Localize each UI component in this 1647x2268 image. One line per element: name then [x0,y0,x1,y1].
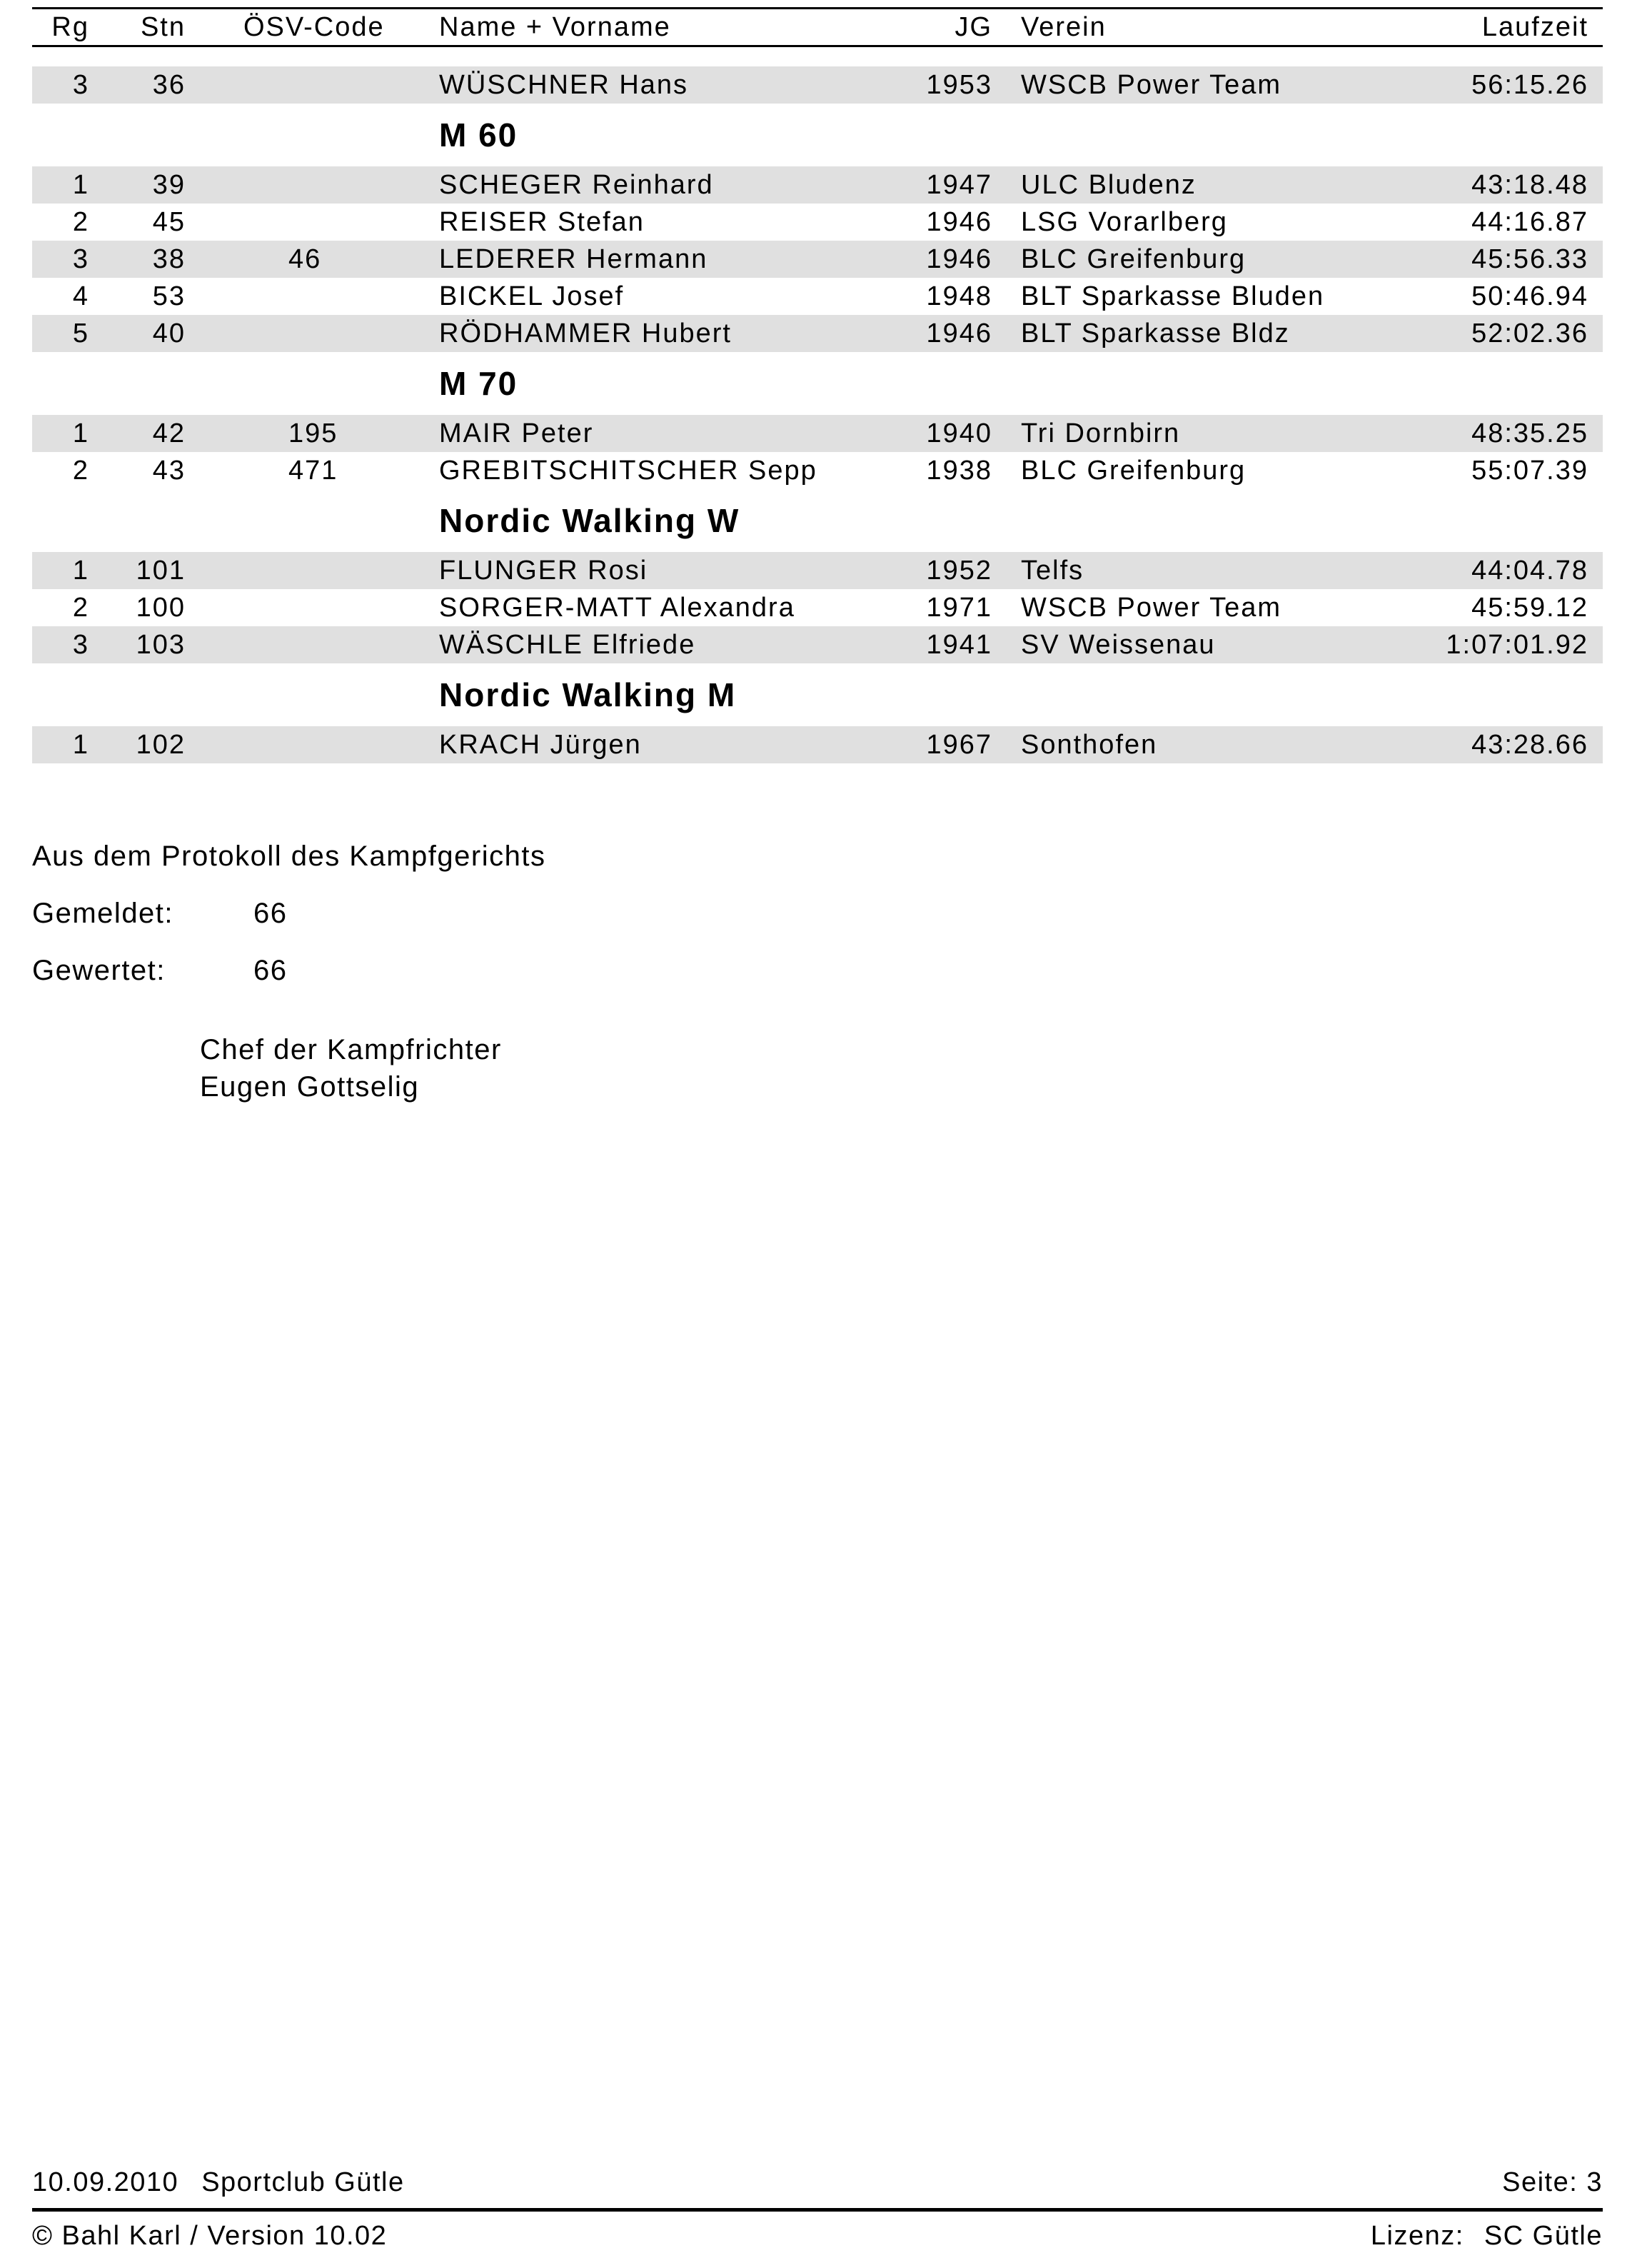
judge-name: Eugen Gottselig [200,1071,420,1103]
cell-name: SORGER-MATT Alexandra [439,592,795,623]
cell-stn: 36 [152,69,186,100]
cell-jg: 1941 [926,629,992,660]
table-row [32,315,1603,352]
table-row [32,278,1603,315]
cell-code: 471 [288,455,338,486]
cell-zeit: 1:07:01.92 [1446,629,1588,660]
cell-stn: 101 [136,555,186,586]
cell-name: WÜSCHNER Hans [439,69,689,100]
column-header-oesv-code: ÖSV-Code [243,11,385,42]
cell-stn: 100 [136,592,186,623]
cell-jg: 1952 [926,555,992,586]
judge-signature-block [200,1031,545,1105]
cell-verein: BLC Greifenburg [1021,244,1246,274]
judge-title: Chef der Kampfrichter [200,1034,502,1065]
cell-rg: 1 [72,729,89,760]
table-row [32,726,1603,763]
cell-stn: 39 [152,169,186,200]
cell-jg: 1946 [926,244,992,274]
cell-jg: 1946 [926,206,992,237]
cell-verein: SV Weissenau [1021,629,1216,660]
cell-name: RÖDHAMMER Hubert [439,318,732,348]
cell-zeit: 43:18.48 [1471,169,1588,200]
footer-top-line [32,2165,1603,2199]
cell-stn: 43 [152,455,186,486]
cell-name: FLUNGER Rosi [439,555,648,586]
cell-verein: Sonthofen [1021,729,1158,760]
column-header-verein: Verein [1021,11,1107,42]
cell-verein: BLT Sparkasse Bldz [1021,318,1290,348]
cell-verein: ULC Bludenz [1021,169,1197,200]
gewertet-row [32,954,545,987]
cell-code: 195 [288,418,338,448]
table-body [32,66,1603,763]
cell-rg: 1 [72,555,89,586]
protocol-title: Aus dem Protokoll des Kampfgerichts [32,841,546,872]
cell-jg: 1946 [926,318,992,348]
column-header-name: Name + Vorname [439,11,671,42]
footer-date: 10.09.2010 [32,2167,179,2197]
section-heading: Nordic Walking W [439,502,740,539]
cell-code: 46 [288,244,322,274]
cell-rg: 2 [72,455,89,486]
cell-stn: 42 [152,418,186,448]
cell-jg: 1940 [926,418,992,448]
footer-bottom-line [32,2219,1603,2253]
footer-copyright: © Bahl Karl / Version 10.02 [32,2221,388,2251]
cell-stn: 38 [152,244,186,274]
table-row [32,589,1603,626]
column-header-rg: Rg [51,11,89,42]
cell-stn: 45 [152,206,186,237]
cell-zeit: 43:28.66 [1471,729,1588,760]
cell-zeit: 45:56.33 [1471,244,1588,274]
cell-stn: 53 [152,281,186,311]
cell-name: WÄSCHLE Elfriede [439,629,696,660]
cell-name: KRACH Jürgen [439,729,642,760]
cell-jg: 1967 [926,729,992,760]
gemeldet-row [32,897,545,930]
cell-verein: BLC Greifenburg [1021,455,1246,486]
column-header-laufzeit: Laufzeit [1481,11,1588,42]
cell-rg: 4 [72,281,89,311]
cell-name: GREBITSCHITSCHER Sepp [439,455,817,486]
cell-jg: 1953 [926,69,992,100]
cell-name: MAIR Peter [439,418,594,448]
cell-verein: Tri Dornbirn [1021,418,1181,448]
cell-rg: 3 [72,244,89,274]
page-footer [32,2165,1603,2253]
cell-name: LEDERER Hermann [439,244,708,274]
table-row [32,452,1603,489]
cell-rg: 1 [72,169,89,200]
cell-rg: 2 [72,206,89,237]
cell-rg: 3 [72,69,89,100]
footer-license-value: SC Gütle [1484,2221,1603,2251]
cell-zeit: 55:07.39 [1471,455,1588,486]
gemeldet-value: 66 [253,898,288,929]
cell-zeit: 44:16.87 [1471,206,1588,237]
gemeldet-label: Gemeldet: [32,898,174,929]
section-heading: M 70 [439,365,518,402]
cell-rg: 3 [72,629,89,660]
table-row [32,204,1603,241]
cell-verein: Telfs [1021,555,1084,586]
cell-zeit: 56:15.26 [1471,69,1588,100]
footer-license [1371,2219,1603,2253]
table-row [32,241,1603,278]
cell-verein: WSCB Power Team [1021,592,1282,623]
cell-verein: WSCB Power Team [1021,69,1282,100]
table-row [32,66,1603,104]
cell-verein: BLT Sparkasse Bluden [1021,281,1325,311]
cell-jg: 1938 [926,455,992,486]
cell-verein: LSG Vorarlberg [1021,206,1228,237]
footer-club: Sportclub Gütle [201,2167,405,2197]
section-heading: M 60 [439,116,518,154]
cell-name: SCHEGER Reinhard [439,169,714,200]
table-row [32,626,1603,663]
cell-zeit: 52:02.36 [1471,318,1588,348]
table-row [32,552,1603,589]
table-row [32,166,1603,204]
cell-jg: 1971 [926,592,992,623]
cell-rg: 5 [72,318,89,348]
cell-zeit: 45:59.12 [1471,592,1588,623]
footer-license-label: Lizenz: [1370,2221,1464,2251]
cell-stn: 102 [136,729,186,760]
cell-rg: 1 [72,418,89,448]
column-header-stn: Stn [140,11,186,42]
footer-divider [32,2208,1603,2212]
cell-zeit: 48:35.25 [1471,418,1588,448]
results-table [32,7,1603,763]
cell-zeit: 50:46.94 [1471,281,1588,311]
cell-name: BICKEL Josef [439,281,625,311]
protocol-section [32,840,545,1105]
cell-zeit: 44:04.78 [1471,555,1588,586]
cell-rg: 2 [72,592,89,623]
column-header-jg: JG [955,11,992,42]
cell-jg: 1947 [926,169,992,200]
section-heading: Nordic Walking M [439,676,737,713]
table-row [32,415,1603,452]
table-header-row [32,7,1603,47]
gewertet-value: 66 [253,955,288,986]
cell-name: REISER Stefan [439,206,645,237]
gewertet-label: Gewertet: [32,955,166,986]
cell-jg: 1948 [926,281,992,311]
cell-stn: 40 [152,318,186,348]
cell-stn: 103 [136,629,186,660]
footer-page-number: Seite: 3 [1502,2167,1603,2197]
